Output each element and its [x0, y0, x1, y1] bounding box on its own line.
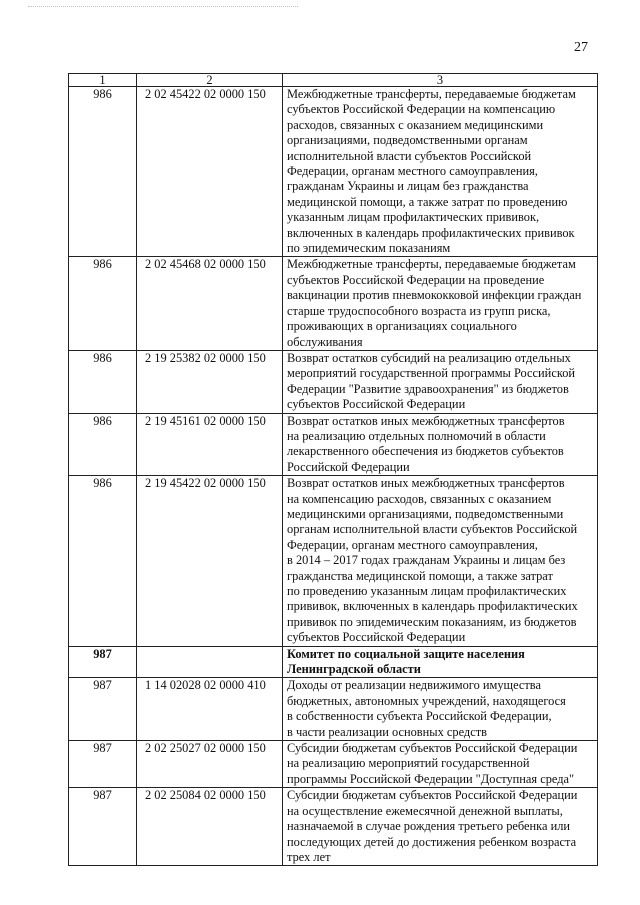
description-line: Федерации, органам местного самоуправления,: [287, 164, 538, 179]
column-header: 2: [137, 74, 283, 87]
description-line: субъектов Российской Федерации на компенсацию: [287, 102, 556, 117]
description-cell: [283, 788, 598, 866]
description-line: последующих детей до достижения ребенком возраста: [287, 834, 577, 849]
description-line: обслуживания: [287, 334, 363, 349]
admin-code-cell: 986: [69, 476, 137, 646]
admin-code-cell: 986: [69, 350, 137, 413]
admin-code-cell: 987: [69, 678, 137, 741]
admin-code-cell: 987: [69, 646, 137, 678]
description-line: Субсидии бюджетам субъектов Российской Федерации: [287, 788, 578, 803]
admin-code-cell: 987: [69, 741, 137, 788]
description-line: мероприятий государственной программы Российской: [287, 366, 576, 381]
budget-code-cell: 2 02 25027 02 0000 150: [137, 741, 283, 788]
description-line: Федерации, органам местного самоуправления,: [287, 537, 538, 552]
description-cell: [283, 476, 598, 646]
budget-code-cell: 2 02 45422 02 0000 150: [137, 87, 283, 257]
budget-code-cell: 2 02 25084 02 0000 150: [137, 788, 283, 866]
scan-artifact: [28, 6, 298, 10]
description-cell: [283, 350, 598, 413]
description-line: лекарственного обеспечения из бюджетов субъектов: [287, 444, 564, 459]
table-body: [69, 87, 598, 866]
description-line: указанным лицам профилактических прививок,: [287, 210, 540, 225]
page-number: 27: [574, 40, 588, 55]
admin-code-cell: 987: [69, 788, 137, 866]
description-line: вакцинации против пневмококковой инфекции граждан: [287, 288, 582, 303]
table-row: [69, 741, 598, 788]
description-line: гражданам Украины и лицам без гражданства: [287, 179, 529, 194]
admin-code-cell: 986: [69, 413, 137, 476]
description-line: расходов, связанных с оказанием медицинскими: [287, 117, 544, 132]
description-line: на осуществление ежемесячной денежной выплаты,: [287, 803, 563, 818]
description-line: трех лет: [287, 849, 331, 864]
description-line: Ленинградской области: [287, 662, 421, 677]
description-line: в 2014 – 2017 годах гражданам Украины и лицам без: [287, 553, 566, 568]
description-line: Комитет по социальной защите населения: [287, 646, 525, 661]
description-line: гражданства медицинской помощи, а также затрат: [287, 568, 553, 583]
description-cell: [283, 678, 598, 741]
admin-code-cell: 986: [69, 87, 137, 257]
description-line: организациями, подведомственными органам: [287, 133, 528, 148]
budget-code-cell: 2 19 45161 02 0000 150: [137, 413, 283, 476]
description-line: Федерации "Развитие здравоохранения" из бюджетов: [287, 381, 569, 396]
table-row: [69, 87, 598, 257]
description-line: на реализацию отдельных полномочий в области: [287, 428, 546, 443]
budget-classification-table: [68, 73, 598, 866]
table-row: [69, 646, 598, 678]
budget-code-cell: 2 19 25382 02 0000 150: [137, 350, 283, 413]
description-line: Возврат остатков иных межбюджетных трансфертов: [287, 413, 565, 428]
description-line: программы Российской Федерации "Доступная среда": [287, 771, 575, 786]
table-row: [69, 476, 598, 646]
column-header: 1: [69, 74, 137, 87]
table-row: [69, 350, 598, 413]
description-line: старше трудоспособного возраста из групп риска,: [287, 303, 551, 318]
budget-code-cell: 2 19 45422 02 0000 150: [137, 476, 283, 646]
table-row: [69, 788, 598, 866]
description-cell: [283, 87, 598, 257]
table-row: [69, 257, 598, 350]
description-cell: [283, 646, 598, 678]
description-line: в собственности субъекта Российской Федерации,: [287, 709, 552, 724]
description-line: медицинскими организациями, подведомственными: [287, 506, 564, 521]
description-line: назначаемой в случае рождения третьего ребенка или: [287, 819, 571, 834]
admin-code-cell: 986: [69, 257, 137, 350]
description-line: по проведению указанным лицам профилактических: [287, 584, 567, 598]
description-line: Межбюджетные трансферты, передаваемые бюджетам: [287, 257, 576, 272]
description-line: субъектов Российской Федерации: [287, 397, 466, 412]
description-line: Возврат остатков иных межбюджетных трансфертов: [287, 476, 565, 491]
description-cell: [283, 741, 598, 788]
description-line: Межбюджетные трансферты, передаваемые бюджетам: [287, 87, 576, 101]
description-line: Субсидии бюджетам субъектов Российской Федерации: [287, 741, 578, 756]
description-line: проживающих в организациях социального: [287, 319, 517, 334]
description-line: Российской Федерации: [287, 459, 410, 474]
description-cell: [283, 257, 598, 350]
table-row: [69, 413, 598, 476]
description-line: на реализацию мероприятий государственной: [287, 756, 530, 771]
description-line: прививок, включенных в календарь профилактических: [287, 599, 578, 614]
description-line: Доходы от реализации недвижимого имущества: [287, 678, 541, 693]
description-line: бюджетных, автономных учреждений, находящегося: [287, 693, 566, 708]
description-line: органам исполнительной власти субъектов Российской: [287, 522, 578, 537]
description-line: субъектов Российской Федерации на проведение: [287, 272, 545, 287]
description-line: на компенсацию расходов, связанных с оказанием: [287, 491, 552, 506]
description-line: медицинской помощи, а также затрат по проведению: [287, 194, 568, 209]
description-line: в части реализации основных средств: [287, 724, 488, 739]
budget-code-cell: [137, 646, 283, 678]
column-header: 3: [283, 74, 598, 87]
description-line: субъектов Российской Федерации: [287, 630, 466, 645]
budget-code-cell: 2 02 45468 02 0000 150: [137, 257, 283, 350]
description-line: Возврат остатков субсидий на реализацию отдельных: [287, 350, 571, 365]
description-line: исполнительной власти субъектов Российской: [287, 148, 532, 163]
description-cell: [283, 413, 598, 476]
description-line: включенных в календарь профилактических прививок: [287, 225, 575, 240]
description-line: по эпидемическим показаниям: [287, 241, 451, 256]
description-line: прививок по эпидемическим показаниям, из бюджетов: [287, 614, 577, 629]
budget-code-cell: 1 14 02028 02 0000 410: [137, 678, 283, 741]
table-header-row: [69, 74, 598, 87]
table-row: [69, 678, 598, 741]
